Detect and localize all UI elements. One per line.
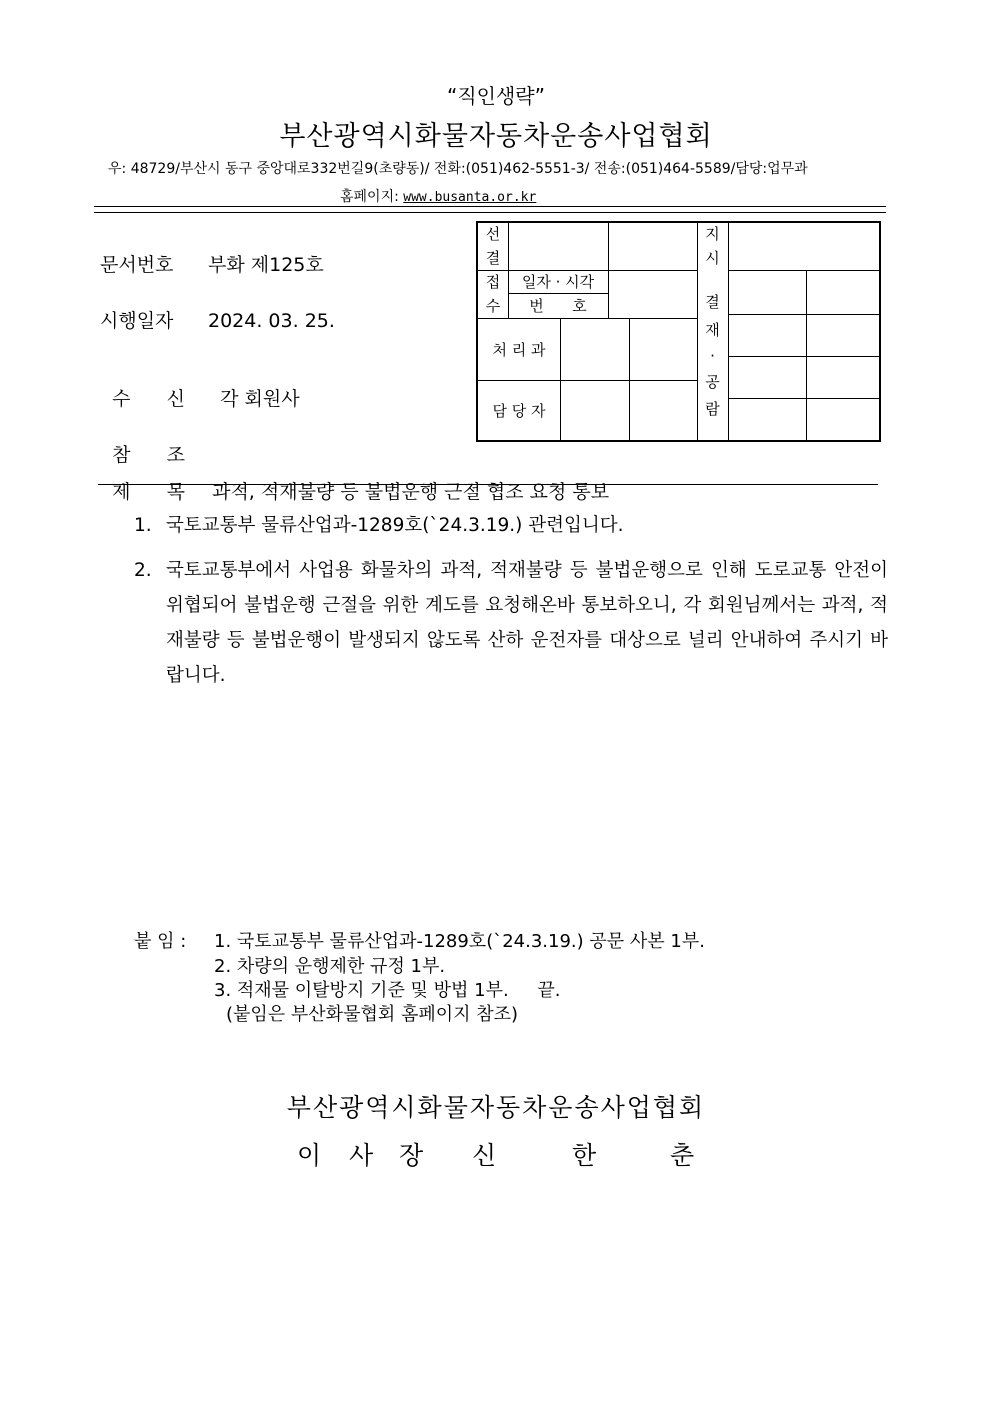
label-person-in-charge: 담 당 자 [492, 402, 546, 420]
recipient-label: 수 신 [112, 388, 186, 410]
doc-number-value: 부화 제125호 [208, 254, 324, 276]
label-datetime: 일자 · 시각 [521, 273, 595, 291]
label-number: 번 호 [529, 297, 587, 315]
attachment-item-3: 3. 적재물 이탈방지 기준 및 방법 1부. 끝. [214, 980, 561, 1001]
paragraph-text: 국토교통부에서 사업용 화물차의 과적, 적재불량 등 불법운행으로 인해 도로교통 안전이 위협되어 불법운행 근절을 위한 계도를 요청해온바 통보하오니, 각 회원님께서는 과적, 적재불량 등 불법운행이 발생되지 않도록 산하 운전자를 대상으로 널리 안내하여 주시기 바랍니다. [166, 560, 888, 686]
name-char: 신 [472, 1141, 497, 1170]
label-processing-dept: 처 리 과 [492, 341, 546, 359]
paragraph-number: 2. [134, 560, 152, 581]
issue-date-row [100, 306, 335, 333]
organization-title: 부산광역시화물자동차운송사업협회 [279, 121, 713, 152]
title-char: 장 [399, 1141, 424, 1170]
title-char: 사 [349, 1141, 374, 1170]
issue-date-label: 시행일자 [100, 310, 174, 332]
paragraph-text: 국토교통부 물류산업과-1289호(`24.3.19.) 관련입니다. [166, 515, 624, 536]
label-gyeol: 결 [485, 249, 501, 267]
sender-organization: 부산광역시화물자동차운송사업협회 [286, 1093, 706, 1122]
approval-box [476, 221, 881, 442]
issue-date-value: 2024. 03. 25. [208, 310, 335, 332]
recipient-row [100, 362, 300, 411]
attachment-item-2: 2. 차량의 운행제한 규정 1부. [214, 956, 446, 977]
reference-label: 참 조 [112, 444, 186, 466]
label-jeop: 접 [485, 273, 501, 291]
label-dot: · [710, 347, 715, 365]
label-gong: 공 [705, 373, 720, 391]
recipient-value: 각 회원사 [220, 388, 300, 410]
homepage-label: 홈페이지: [340, 189, 404, 205]
subject-label: 제 목 [112, 481, 186, 503]
label-ji: 지 [705, 225, 720, 243]
name-char: 한 [572, 1141, 597, 1170]
label-gyeol2: 결 [705, 293, 720, 311]
name-char: 춘 [670, 1141, 695, 1170]
attachments-label: 붙 임 : [134, 931, 187, 952]
label-su: 수 [485, 297, 501, 315]
seal-omitted-note: “직인생략” [446, 84, 545, 108]
body-paragraph-2 [134, 553, 888, 693]
title-char: 이 [297, 1141, 322, 1170]
subject-row [100, 455, 609, 504]
subject-value: 과적, 적재불량 등 불법운행 근절 협조 요청 통보 [212, 481, 610, 503]
label-seon: 선 [485, 225, 501, 243]
homepage-line [340, 186, 536, 206]
label-jae: 재 [705, 321, 720, 339]
paragraph-number: 1. [134, 515, 152, 536]
contact-info: 우: 48729/부산시 동구 중앙대로332번길9(초량동)/ 전화:(051)462-5551-3/ 전송:(051)464-5589/담당:업무과 [108, 161, 808, 177]
doc-number-row [100, 250, 324, 277]
subject-divider [98, 484, 878, 485]
doc-number-label: 문서번호 [100, 254, 174, 276]
header-divider [94, 206, 886, 213]
label-si: 시 [705, 249, 720, 267]
attachment-item-1: 1. 국토교통부 물류산업과-1289호(`24.3.19.) 공문 사본 1부. [214, 931, 705, 952]
label-ram: 람 [705, 400, 720, 418]
body-paragraph-1 [134, 508, 888, 543]
attachments-note: (붙임은 부산화물협회 홈페이지 참조) [226, 1004, 519, 1025]
homepage-link[interactable]: www.busanta.or.kr [403, 190, 537, 205]
